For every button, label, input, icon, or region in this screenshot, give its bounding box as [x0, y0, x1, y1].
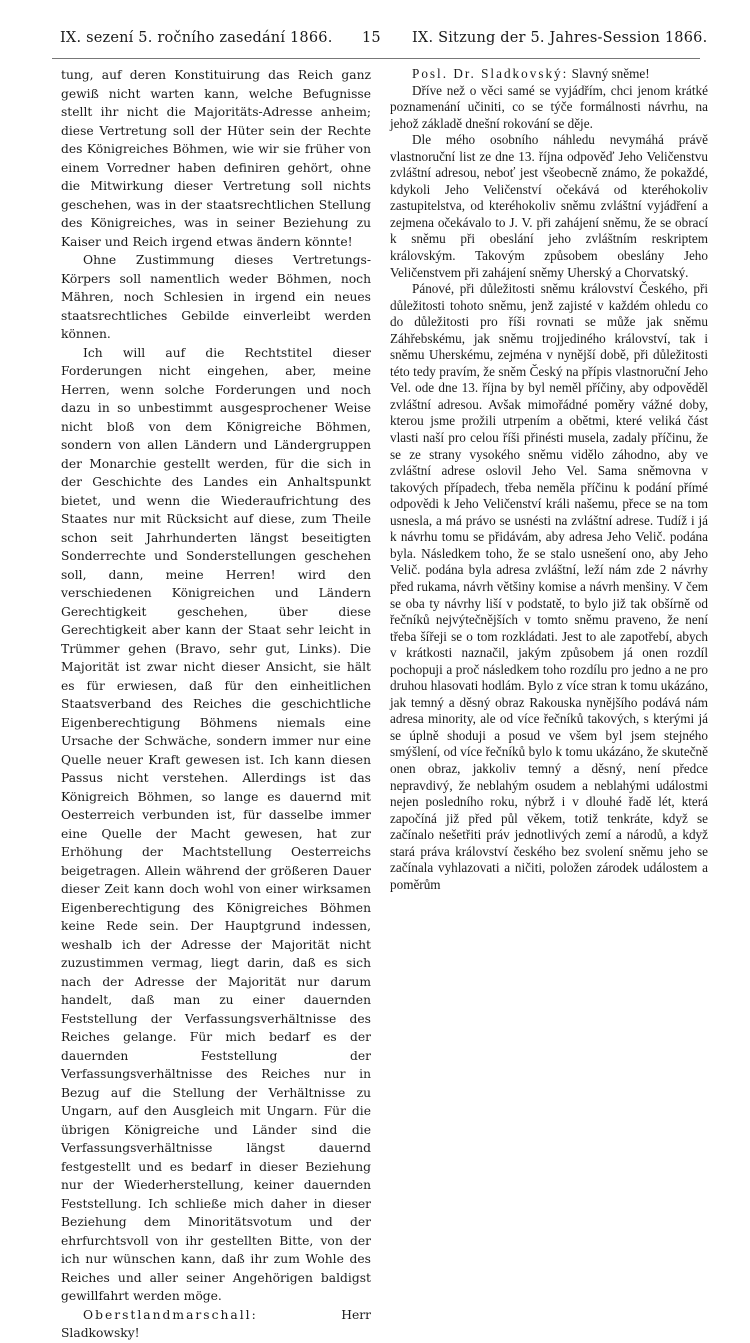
paragraph: Pánové, při důležitosti sněmu království Českého, při důležitosti tohoto sněmu, jenž zajisté v každém ohledu co do důležitosti pro říši rovnati se může jak sněmu Záhřebskému, jak sněmu trojjediného království, tak i sněmu Uherskému, zejména v nynější době, při důležitosti této tedy pravím, že sněm Český na přípis vlastnoruční Jeho Vel. ode dne 13. října by byl neměl příčiny, aby odpověděl zvláštní adresou. Avšak mimořádné poměry vážné doby, kterou jsme prožili utrpením a obětmi, které veliká část vlasti naší pro celou říši přinésti musela, zadaly příčinu, že se ze strany vysokého sněmu vidělo záhodno, aby ve zvláštní adrese oslovil Jeho Vel. Sama sněmovna v takových případech, třeba neměla příčinu k podání přímé odpovědi k Jeho Veličenství králi našemu, přece se na tom usnesla, a má právo se usnésti na zvláštní adrese. Tudíž i já k návrhu tomu se přidávám, aby adresa Jeho Velič. podána byla. Následkem toho, že se stalo usnešení ono, aby Jeho Velič. podána byla adresa zvláštní, leží nám zde 2 návrhy před rukama, návrh většiny komise a návrh menšiny. V čem se oba ty návrhy liší v podstatě, to bylo již tak obšírně od řečníků nejvýtečnějších v tomto sněmu praveno, že není třeba šířeji se o tom rozkládati. Jest to ale zapotřebí, abych v krátkosti naznačil, jakým způsobem já onen rozdíl pochopuji a proč následkem toho rozdílu pro jedno a ne pro druhou hlasovati hodlám. Bylo z více stran k tomu ukázáno, jak temný a děsný obraz Rakouska nynějšího podává nám adresa minority, ale od více řečníků takových, s kterými já se úplně shoduji a posud ve všem byl jsem stejného smýšlení, od více řečníků bylo k tomu ukázáno, že skutečně onen obraz, jakkoliv temný a děsný, není předce nepravdivý, že neblahým osudem a neblahými událostmi nejen posledního roku, nýbrž i v dlouhé řadě lét, která započíná již před půl věkem, totiž tenkráte, když se začínalo nešetřiti práv jednotlivých zemí a národů, a když stará práva království českého bez svolení sněmu jeho se začínala vyhlazovati a ničiti, položen zárodek událostem a poměrům [390, 281, 708, 892]
speaker-text: Herr Sladkowsky! [61, 1307, 371, 1340]
paragraph: tung, auf deren Konstituirung das Reich ganz gewiß nicht warten kann, welche Befugnisse stellt ihr nicht die Majoritäts-Adresse anheim; diese Vertretung soll der Hüter sein der Rechte des Königreiches Böhmen, wie wir sie früher von einem Vorredner haben definiren gehört, ohne die Mitwirkung dieser Vertretung soll nichts geschehen, was in der staatsrechtlichen Stellung des Königreiches, was in seiner Beziehung zu Kaiser und Reich irgend etwas ändern könnte! [61, 68, 371, 249]
header-left-czech: IX. sezení 5. ročního zasedání 1866. [60, 30, 333, 46]
paragraph: Dle mého osobního náhledu nevymáhá právě vlastnoruční list ze dne 13. října odpověď Jeho Veličenstvu zvláštní adresou, neboť jest všeobecně známo, že pokaždé, kdykoli Jeho Veličenství očekává od kteréhokoliv zastupitelstva, od kteréhokoliv sněmu zvláštní vyjádření a zejmena očekávalo to J. V. při zahájení sněmu, že se obrací k sněmu při obeslání jeho zvláštním reskriptem královským. Takovým způsobem obeslány Jeho Veličenstvem při zahájení sněmy Uherský a Chorvatský. [390, 132, 708, 280]
german-column [61, 66, 371, 1343]
header-right-german: IX. Sitzung der 5. Jahres-Session 1866. [412, 30, 708, 46]
header-rule [52, 58, 700, 59]
czech-column [390, 66, 708, 893]
speaker-greeting: Slavný sněme! [571, 66, 650, 81]
speaker-line [390, 66, 708, 83]
page-number: 15 [362, 30, 381, 46]
page-header [50, 30, 708, 52]
paragraph: Ich will auf die Rechtstitel dieser Forderungen nicht eingehen, aber, meine Herren, wenn solche Forderungen und noch dazu in so unbestimmt ausgesprochener Weise nicht bloß von dem Königreiche Böhmen, sondern von allen Ländern und Ländergruppen der Monarchie gestellt werden, für die sich in der Geschichte des Landes ein Anhaltspunkt bietet, und wenn die Wiederaufrichtung des Staates nur mit Rücksicht auf diese, zum Theile schon seit Jahrhunderten längst beseitigten Sonderrechte und Sonderstellungen geschehen soll, dann, meine Herren! wird den verschiedenen Königreichen und Ländern Gerechtigkeit geschehen, über diese Gerechtigkeit aber kann der Staat sehr leicht in Trümmer gehen (Bravo, sehr gut, Links). Die Majorität ist zwar nicht dieser Ansicht, sie hält es für erwiesen, daß für den einheitlichen Staatsverband des Reiches die geschichtliche Eigenberechtigung Böhmens niemals eine Ursache der Schwäche, sondern immer nur eine Quelle neuer Kraft gewesen ist. Ich kann diesen Passus nicht verstehen. Allerdings ist das Königreich Böhmen, so lange es dauernd mit Oesterreich verbunden ist, für dasselbe immer eine Quelle der Macht gewesen, hat zur Erhöhung der Machtstellung Oesterreichs beigetragen. Allein während der größeren Dauer dieser Zeit kann doch wohl von einer wirksamen Eigenberechtigung des Königreiches Böhmen keine Rede sein. Der Hauptgrund indessen, weshalb ich der Adresse der Majorität nicht zuzustimmen vermag, liegt darin, daß es sich nach der Adresse der Majorität nur darum handelt, daß man zu einer dauernden Feststellung der Verfassungsverhältnisse des Reiches gelange. Für mich bedarf es der dauernden Feststellung der Verfassungsverhältnisse des Reiches nur in Bezug auf die Stellung der Verhältnisse zu Ungarn, auf den Ausgleich mit Ungarn. Für die übrigen Königreiche und Länder sind die Verfassungsverhältnisse längst dauernd festgestellt und es bedarf in dieser Beziehung nur der Wiederherstellung, keiner dauernden Feststellung. Ich schließe mich daher in dieser Beziehung dem Minoritätsvotum und der ehrfurchtsvoll von ihr gestellten Bitte, von der ich nur wünschen kann, daß ihr zum Wohle des Reiches und aller seiner Angehörigen baldigst gewillfahrt werden möge. [61, 345, 371, 1303]
paragraph: Dříve než o věci samé se vyjádřím, chci jenom krátké poznamenání učiniti, co se týče formálnosti návrhu, na jehož základě dnešní rokování se děje. [390, 82, 708, 131]
speaker-line [61, 1306, 371, 1343]
paragraph: Ohne Zustimmung dieses Vertretungs-Körpers soll namentlich weder Böhmen, noch Mähren, noch Schlesien in irgend ein neues staatsrechtliches Gebilde einverleibt werden können. [61, 253, 371, 341]
speaker-name: Posl. Dr. Sladkovský: [412, 66, 569, 81]
speaker-name: Oberstlandmarschall: [83, 1307, 258, 1322]
